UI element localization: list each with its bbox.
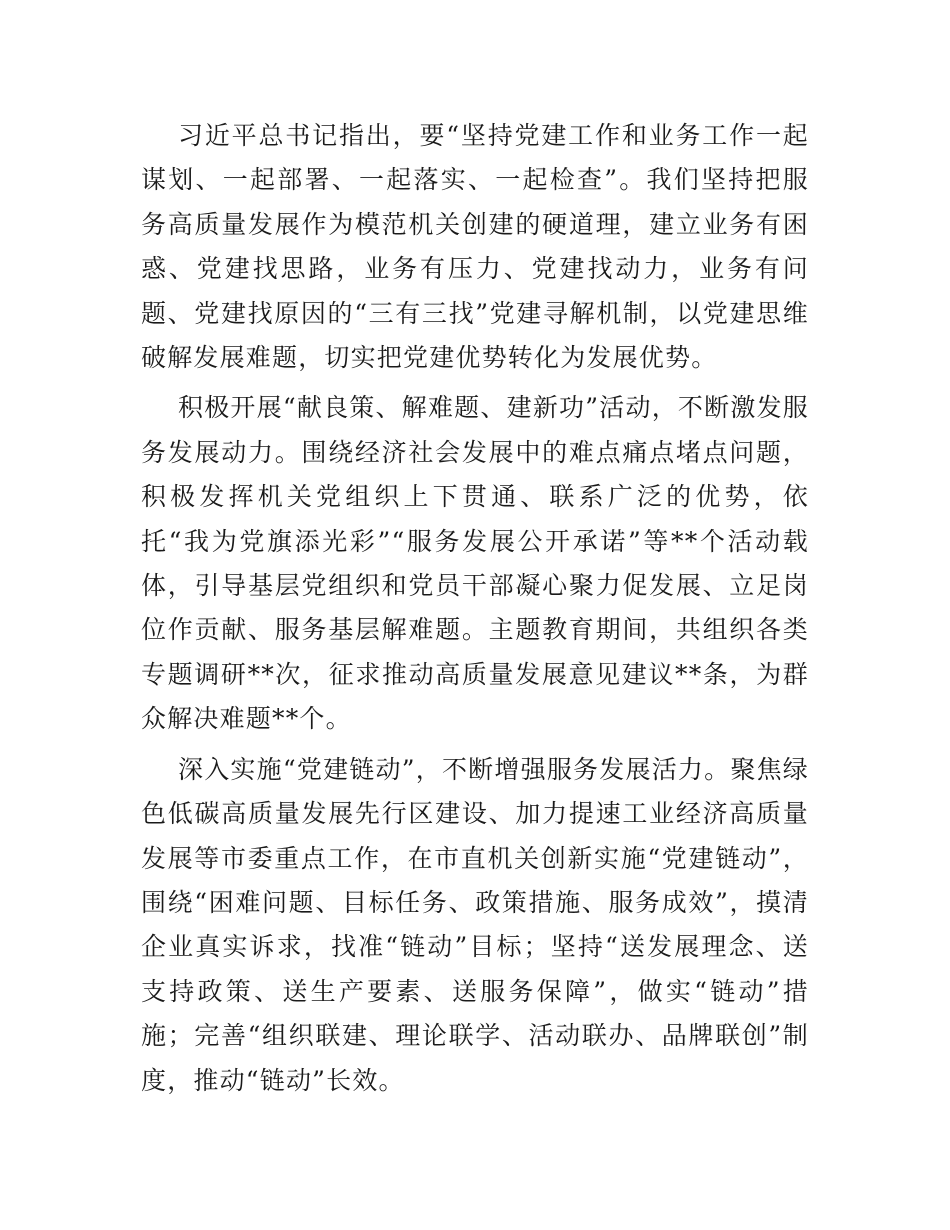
paragraph-party-linkage: 深入实施“党建链动”，不断增强服务发展活力。聚焦绿色低碳高质量发展先行区建设、加力提速工业经济高质量发展等市委重点工作，在市直机关创新实施“党建链动”，围绕“困难问题、目标任务、政策措施、服务成效”，摸清企业真实诉求，找准“链动”目标；坚持“送发展理念、送支持政策、送生产要素、送服务保障”，做实“链动”措施；完善“组织联建、理论联学、活动联办、品牌联创”制度，推动“链动”长效。 xyxy=(141,754,809,1095)
paragraph-activities: 积极开展“献良策、解难题、建新功”活动，不断激发服务发展动力。围绕经济社会发展中的难点痛点堵点问题，积极发挥机关党组织上下贯通、联系广泛的优势，依托“我为党旗添光彩”“服务发展公开承诺”等**个活动载体，引导基层党组织和党员干部凝心聚力促发展、立足岗位作贡献、服务基层解难题。主题教育期间，共组织各类专题调研**次，征求推动高质量发展意见建议**条，为群众解决难题**个。 xyxy=(141,393,809,734)
paragraph-intro: 习近平总书记指出，要“坚持党建工作和业务工作一起谋划、一起部署、一起落实、一起检查”。我们坚持把服务高质量发展作为模范机关创建的硬道理，建立业务有困惑、党建找思路，业务有压力、党建找动力，业务有问题、党建找原因的“三有三找”党建寻解机制，以党建思维破解发展难题，切实把党建优势转化为发展优势。 xyxy=(141,121,809,373)
document-body xyxy=(141,114,809,1109)
